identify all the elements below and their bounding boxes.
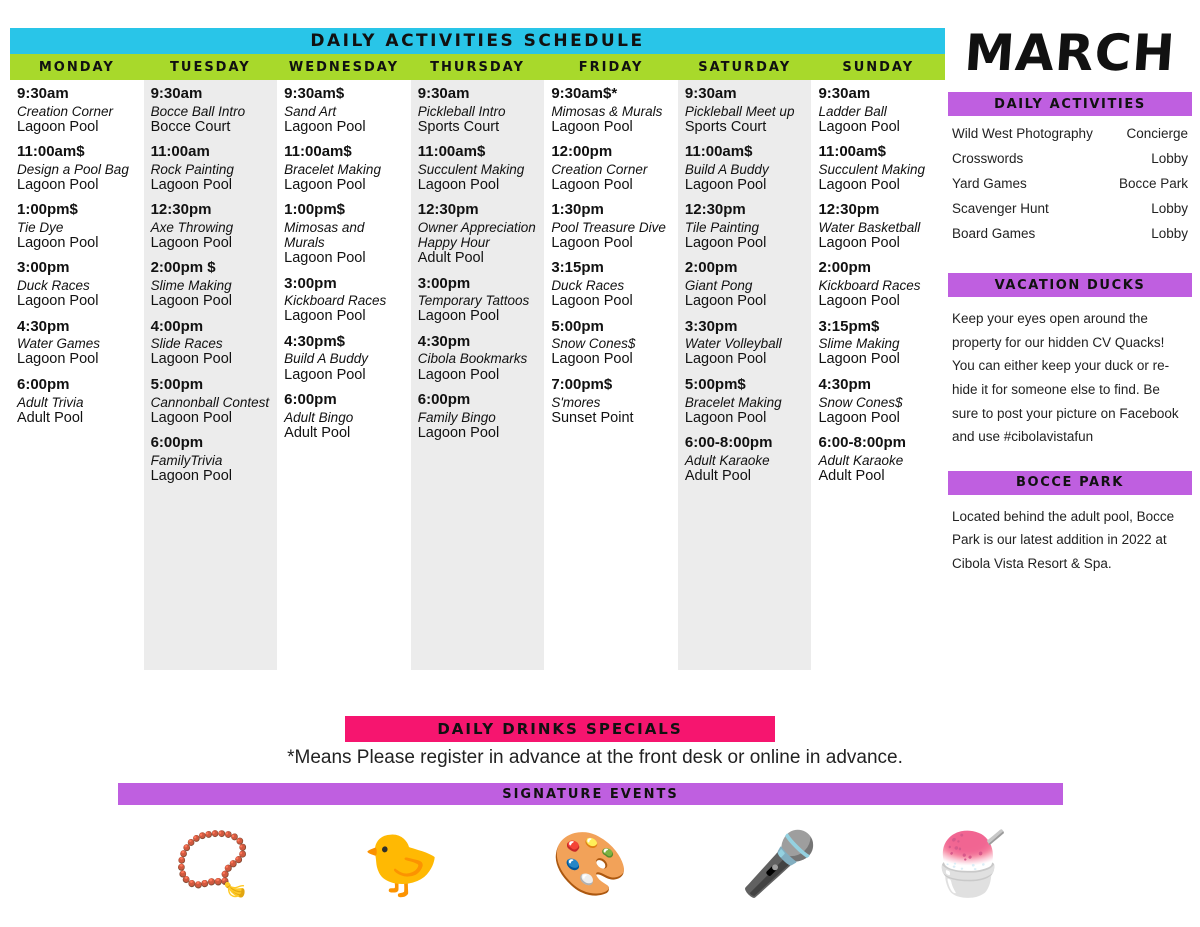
event-time: 12:30pm xyxy=(684,201,746,219)
schedule-event xyxy=(151,319,271,368)
bocce-park-header: BOCCE PARK xyxy=(948,471,1192,495)
event-time: 4:30pm xyxy=(818,375,871,393)
event-name: Build A Buddy xyxy=(284,351,368,367)
schedule-event xyxy=(151,202,271,251)
schedule-event xyxy=(685,319,805,368)
daily-activities-header: DAILY ACTIVITIES xyxy=(948,92,1192,116)
schedule-event xyxy=(151,144,271,193)
event-time: 12:30pm xyxy=(150,201,212,219)
bocce-park-body: Located behind the adult pool, Bocce Park is our latest addition in 2022 at Cibola Vista Resort & Spa. xyxy=(952,508,1175,571)
event-name: Kickboard Races xyxy=(818,278,921,294)
schedule-column-saturday xyxy=(678,80,812,670)
event-time: 9:30am$ xyxy=(284,85,345,102)
event-time: 12:30pm xyxy=(417,201,479,219)
schedule-event xyxy=(818,86,938,135)
event-name: Tie Dye xyxy=(17,220,64,236)
event-location: Adult Pool xyxy=(684,467,751,484)
event-location: Lagoon Pool xyxy=(684,293,767,310)
event-time: 7:00pm$ xyxy=(551,375,613,393)
event-name: Slime Making xyxy=(818,336,900,352)
schedule-event xyxy=(151,377,271,426)
activity-name: Wild West Photography xyxy=(952,126,1093,141)
event-location: Lagoon Pool xyxy=(684,351,767,368)
schedule-event xyxy=(17,260,137,309)
event-location: Lagoon Pool xyxy=(17,293,99,310)
event-name: Build A Buddy xyxy=(684,161,769,177)
event-name: Creation Corner xyxy=(17,103,114,119)
schedule-event xyxy=(151,435,271,484)
event-name: Adult Bingo xyxy=(284,409,354,425)
event-location: Lagoon Pool xyxy=(818,235,900,252)
schedule-column-wednesday xyxy=(277,80,411,670)
schedule-event xyxy=(551,319,671,368)
event-location: Lagoon Pool xyxy=(818,177,900,194)
event-time: 4:30pm$ xyxy=(284,332,346,350)
activity-name: Scavenger Hunt xyxy=(952,201,1049,216)
schedule-event xyxy=(284,144,404,193)
event-location: Lagoon Pool xyxy=(150,409,233,426)
event-name: Axe Throwing xyxy=(150,220,234,236)
daily-drinks-banner: DAILY DRINKS SPECIALS xyxy=(345,716,775,742)
event-name: Family Bingo xyxy=(417,409,496,425)
activity-location: Bocce Park xyxy=(1118,176,1188,191)
event-time: 2:00pm xyxy=(818,259,871,277)
event-time: 6:00pm xyxy=(417,390,471,408)
event-name: Adult Karaoke xyxy=(684,452,770,468)
event-name: Creation Corner xyxy=(551,161,648,177)
event-time: 6:00pm xyxy=(150,433,204,451)
paint-palette-icon: 🎨 xyxy=(551,830,630,899)
event-name: Pool Treasure Dive xyxy=(551,220,666,236)
event-location: Sports Court xyxy=(417,118,500,135)
rubber-duck-icon: 🐤 xyxy=(362,830,441,899)
event-location: Lagoon Pool xyxy=(417,424,500,441)
event-name: Water Volleyball xyxy=(684,336,782,352)
daily-activity-row xyxy=(952,126,1188,141)
event-time: 5:00pm$ xyxy=(684,375,746,393)
daily-activity-row xyxy=(952,176,1188,191)
event-time: 9:30am$* xyxy=(551,85,618,102)
event-location: Lagoon Pool xyxy=(17,118,99,135)
vacation-ducks-header: VACATION DUCKS xyxy=(948,273,1192,297)
event-time: 9:30am xyxy=(417,85,470,102)
event-time: 4:30pm xyxy=(17,317,70,335)
event-name: Succulent Making xyxy=(417,161,525,177)
event-time: 1:00pm$ xyxy=(17,201,78,219)
schedule-event xyxy=(685,202,805,251)
event-name: Water Basketball xyxy=(818,220,921,236)
activity-name: Crosswords xyxy=(952,151,1024,166)
event-name: Slide Races xyxy=(150,336,223,352)
event-time: 11:00am$ xyxy=(818,143,887,161)
schedule-event xyxy=(17,202,137,251)
event-location: Lagoon Pool xyxy=(417,308,500,325)
event-time: 6:00pm xyxy=(17,375,70,393)
activity-name: Board Games xyxy=(952,226,1036,241)
event-location: Sunset Point xyxy=(551,409,634,426)
event-time: 9:30am xyxy=(684,85,737,102)
schedule-event xyxy=(818,319,938,368)
event-location: Lagoon Pool xyxy=(150,293,233,310)
event-location: Lagoon Pool xyxy=(284,118,366,135)
event-name: Bracelet Making xyxy=(684,394,782,410)
event-name: Giant Pong xyxy=(684,278,753,294)
signature-events-banner: SIGNATURE EVENTS xyxy=(118,783,1063,805)
event-name: Cannonball Contest xyxy=(150,394,270,410)
schedule-columns xyxy=(10,80,945,670)
event-time: 3:15pm$ xyxy=(818,317,880,335)
schedule-event xyxy=(418,276,538,325)
event-time: 3:00pm xyxy=(17,259,70,277)
event-time: 3:00pm xyxy=(284,274,337,292)
schedule-event xyxy=(17,377,137,426)
day-header-wednesday: WEDNESDAY xyxy=(288,59,400,75)
event-name: Pickleball Intro xyxy=(417,103,506,119)
event-time: 11:00am$ xyxy=(17,143,85,161)
schedule-event xyxy=(551,144,671,193)
activity-location: Lobby xyxy=(1151,201,1188,216)
event-name: Sand Art xyxy=(284,103,337,119)
event-location: Lagoon Pool xyxy=(551,118,633,135)
event-time: 5:00pm xyxy=(150,375,204,393)
event-location: Lagoon Pool xyxy=(417,177,500,194)
event-time: 11:00am$ xyxy=(284,143,352,161)
event-location: Lagoon Pool xyxy=(17,235,99,252)
event-location: Adult Pool xyxy=(284,424,351,441)
event-name: Mimosas and Murals xyxy=(284,220,365,251)
event-location: Lagoon Pool xyxy=(284,177,366,194)
schedule-event xyxy=(551,377,671,426)
event-location: Lagoon Pool xyxy=(551,177,633,194)
event-location: Adult Pool xyxy=(17,409,84,426)
event-name: S'mores xyxy=(551,394,601,410)
event-time: 9:30am xyxy=(17,85,69,102)
event-time: 2:00pm xyxy=(684,259,738,277)
event-time: 5:00pm xyxy=(551,317,604,335)
event-time: 12:00pm xyxy=(551,143,613,161)
day-header-row xyxy=(10,54,945,80)
event-location: Lagoon Pool xyxy=(284,308,366,325)
schedule-event xyxy=(418,202,538,266)
schedule-event xyxy=(818,202,938,251)
event-name: Kickboard Races xyxy=(284,293,387,309)
event-time: 3:30pm xyxy=(684,317,738,335)
activity-name: Yard Games xyxy=(952,176,1027,191)
schedule-event xyxy=(284,392,404,441)
event-name: Adult Trivia xyxy=(17,394,84,410)
event-time: 4:30pm xyxy=(417,332,471,350)
event-time: 11:00am xyxy=(150,143,210,161)
microphone-icon: 🎤 xyxy=(740,830,819,899)
event-time: 6:00-8:00pm xyxy=(818,433,907,451)
schedule-event xyxy=(685,260,805,309)
event-location: Lagoon Pool xyxy=(284,250,366,267)
schedule-event xyxy=(551,86,671,135)
day-header-saturday: SATURDAY xyxy=(698,59,792,75)
schedule-event xyxy=(17,144,137,193)
snow-cone-icon: 🍧 xyxy=(929,830,1008,899)
event-time: 3:15pm xyxy=(551,259,604,277)
schedule-event xyxy=(151,260,271,309)
daily-activity-row xyxy=(952,201,1188,216)
day-header-monday: MONDAY xyxy=(38,59,115,75)
schedule-event xyxy=(818,260,938,309)
event-location: Sports Court xyxy=(684,118,767,135)
event-time: 2:00pm $ xyxy=(150,259,216,277)
event-time: 12:30pm xyxy=(818,201,880,219)
event-name: Design a Pool Bag xyxy=(17,161,129,177)
event-location: Adult Pool xyxy=(818,467,885,484)
event-name: Slime Making xyxy=(150,278,232,294)
schedule-section xyxy=(10,28,945,670)
schedule-event xyxy=(151,86,271,135)
month-title: MARCH xyxy=(962,24,1178,82)
activity-location: Lobby xyxy=(1151,151,1188,166)
schedule-event xyxy=(284,334,404,383)
signature-events-icons xyxy=(118,810,1063,920)
event-location: Lagoon Pool xyxy=(818,409,900,426)
event-location: Lagoon Pool xyxy=(684,235,767,252)
schedule-event xyxy=(685,86,805,135)
event-time: 9:30am xyxy=(818,85,871,102)
event-name: Water Games xyxy=(17,336,101,352)
event-time: 6:00-8:00pm xyxy=(684,433,773,451)
activity-location: Lobby xyxy=(1151,226,1188,241)
schedule-event xyxy=(418,334,538,383)
schedule-column-friday xyxy=(544,80,678,670)
event-name: Tile Painting xyxy=(684,220,760,236)
schedule-event xyxy=(551,202,671,251)
event-time: 9:30am xyxy=(150,85,203,102)
schedule-event xyxy=(685,377,805,426)
event-location: Lagoon Pool xyxy=(818,351,900,368)
schedule-event xyxy=(284,202,404,266)
schedule-event xyxy=(818,377,938,426)
event-time: 1:00pm$ xyxy=(284,201,346,219)
schedule-column-thursday xyxy=(411,80,545,670)
event-name: Duck Races xyxy=(551,278,625,294)
daily-activity-row xyxy=(952,226,1188,241)
schedule-event xyxy=(685,435,805,484)
event-name: Owner Appreciation Happy Hour xyxy=(417,220,536,251)
event-location: Lagoon Pool xyxy=(284,366,366,383)
day-header-sunday: SUNDAY xyxy=(842,59,915,75)
event-location: Lagoon Pool xyxy=(551,351,633,368)
event-name: FamilyTrivia xyxy=(150,452,223,468)
event-time: 1:30pm xyxy=(551,201,604,219)
vacation-ducks-body: Keep your eyes open around the property for our hidden CV Quacks! You can either keep your duck or re-hide it for someone else to find. Be sure to post your picture on Facebook and use #cibolavistafun xyxy=(952,311,1179,445)
schedule-column-sunday xyxy=(811,80,945,670)
event-location: Lagoon Pool xyxy=(551,235,633,252)
event-location: Lagoon Pool xyxy=(150,467,233,484)
event-name: Rock Painting xyxy=(150,161,234,177)
event-location: Lagoon Pool xyxy=(684,409,767,426)
event-name: Duck Races xyxy=(17,278,90,294)
schedule-event xyxy=(418,86,538,135)
event-name: Succulent Making xyxy=(818,161,926,177)
event-name: Bracelet Making xyxy=(284,161,381,177)
schedule-event xyxy=(17,86,137,135)
schedule-column-tuesday xyxy=(144,80,278,670)
event-name: Mimosas & Murals xyxy=(551,103,663,119)
right-rail xyxy=(948,24,1192,576)
event-location: Adult Pool xyxy=(417,250,484,267)
schedule-event xyxy=(284,86,404,135)
daily-activities-list xyxy=(948,126,1192,241)
event-location: Lagoon Pool xyxy=(150,351,233,368)
schedule-event xyxy=(818,144,938,193)
daily-activity-row xyxy=(952,151,1188,166)
event-location: Bocce Court xyxy=(150,118,231,135)
day-header-thursday: THURSDAY xyxy=(430,59,525,75)
schedule-event xyxy=(418,144,538,193)
event-time: 6:00pm xyxy=(284,390,337,408)
schedule-title: DAILY ACTIVITIES SCHEDULE xyxy=(10,28,945,54)
event-time: 4:00pm xyxy=(150,317,204,335)
registration-note: *Means Please register in advance at the front desk or online in advance. xyxy=(287,747,903,768)
day-header-tuesday: TUESDAY xyxy=(170,59,251,75)
event-time: 11:00am$ xyxy=(684,143,753,161)
event-location: Lagoon Pool xyxy=(150,235,233,252)
bracelet-icon: 📿 xyxy=(173,830,252,899)
event-name: Cibola Bookmarks xyxy=(417,351,528,367)
event-name: Snow Cones$ xyxy=(818,394,903,410)
schedule-column-monday xyxy=(10,80,144,670)
event-location: Lagoon Pool xyxy=(17,177,99,194)
event-location: Lagoon Pool xyxy=(818,293,900,310)
day-header-friday: FRIDAY xyxy=(578,59,644,75)
schedule-event xyxy=(17,319,137,368)
event-location: Lagoon Pool xyxy=(684,177,767,194)
event-location: Lagoon Pool xyxy=(417,366,500,383)
schedule-event xyxy=(284,276,404,325)
schedule-event xyxy=(418,392,538,441)
schedule-event xyxy=(551,260,671,309)
schedule-event xyxy=(818,435,938,484)
event-time: 3:00pm xyxy=(417,274,471,292)
event-name: Temporary Tattoos xyxy=(417,293,530,309)
schedule-event xyxy=(685,144,805,193)
event-name: Snow Cones$ xyxy=(551,336,636,352)
event-name: Pickleball Meet up xyxy=(684,103,795,119)
activity-location: Concierge xyxy=(1126,126,1188,141)
event-location: Lagoon Pool xyxy=(17,351,99,368)
event-name: Ladder Ball xyxy=(818,103,887,119)
event-name: Adult Karaoke xyxy=(818,452,904,468)
event-location: Lagoon Pool xyxy=(150,177,233,194)
event-name: Bocce Ball Intro xyxy=(150,103,246,119)
event-location: Lagoon Pool xyxy=(818,118,900,135)
event-time: 11:00am$ xyxy=(417,143,486,161)
event-location: Lagoon Pool xyxy=(551,293,633,310)
